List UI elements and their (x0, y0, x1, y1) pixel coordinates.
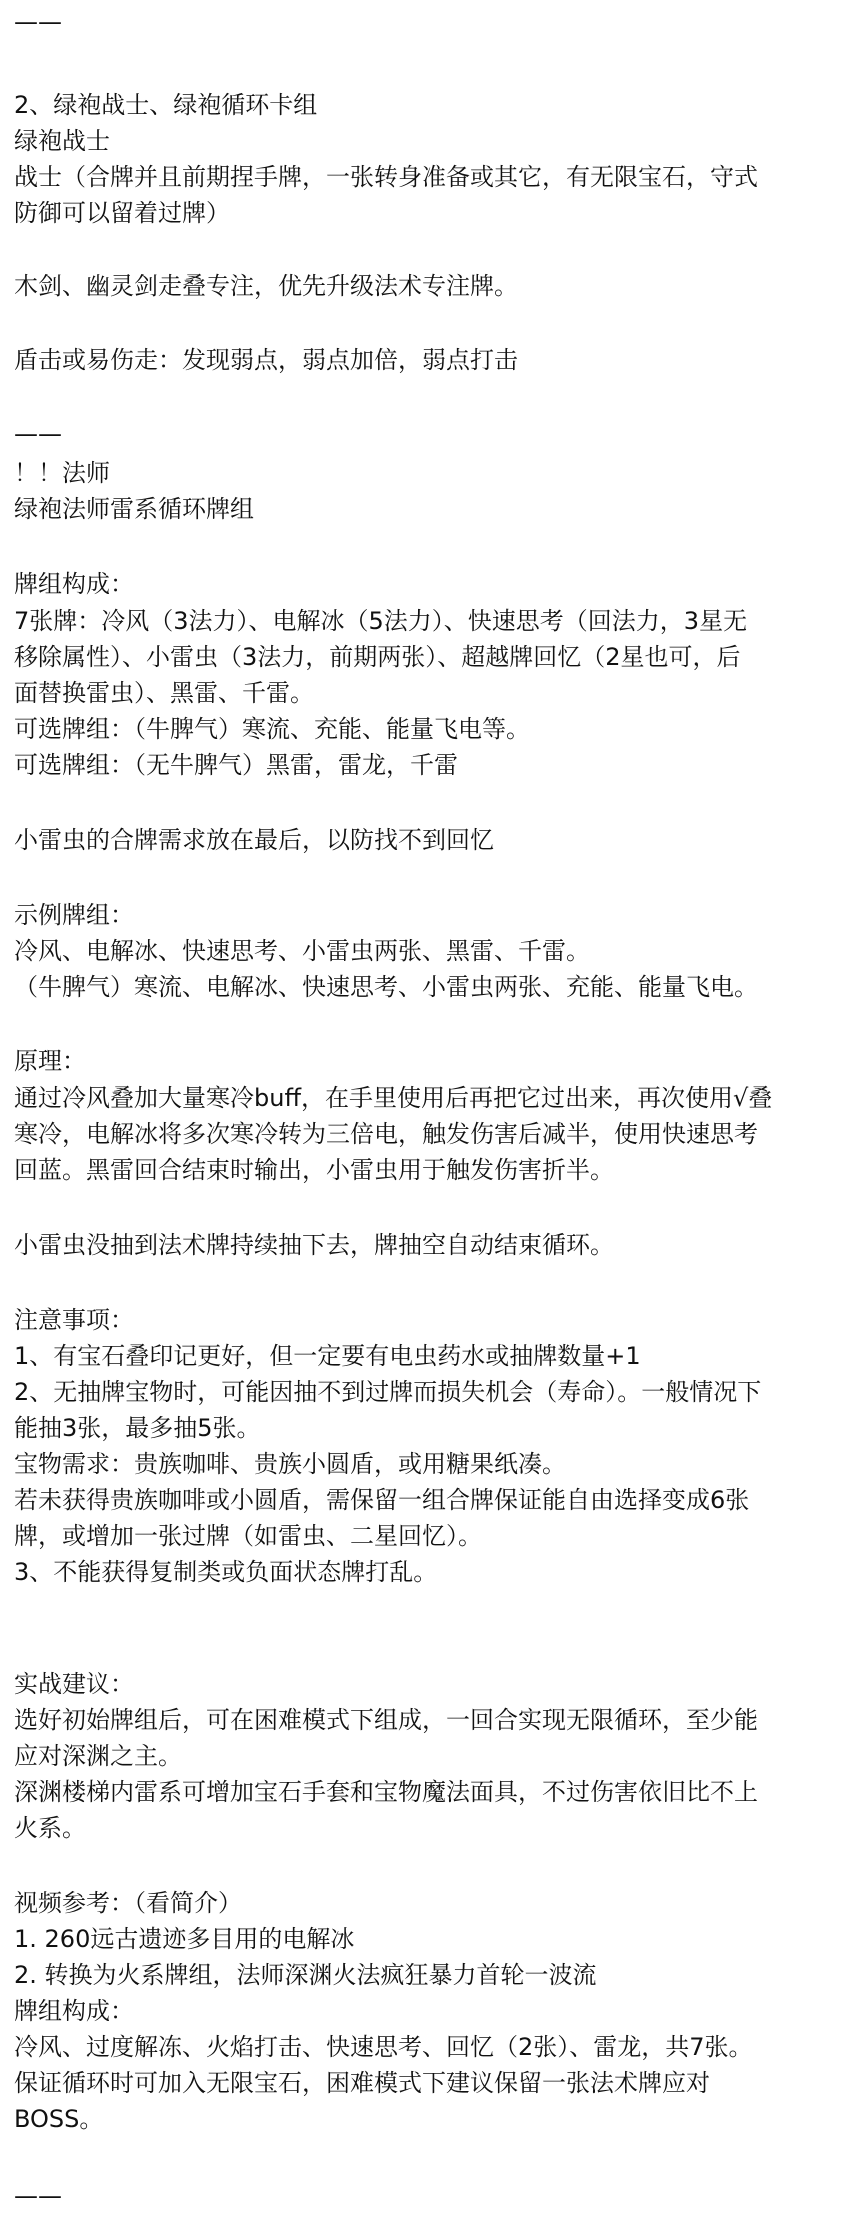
text-line: 冷风、过度解冻、火焰打击、快速思考、回忆（2张）、雷龙，共7张。 (14, 2033, 753, 2061)
text-line: 战士（合牌并且前期捏手牌，一张转身准备或其它，有无限宝石，守式 (14, 163, 758, 191)
text-line: 防御可以留着过牌） (14, 199, 230, 227)
text-line: 牌，或增加一张过牌（如雷虫、二星回忆）。 (14, 1522, 482, 1550)
text-line: 1、有宝石叠印记更好，但一定要有电虫药水或抽牌数量+1 (14, 1342, 641, 1370)
text-line: 7张牌：冷风（3法力）、电解冰（5法力）、快速思考（回法力，3星无 (14, 607, 748, 635)
text-line: 寒冷，电解冰将多次寒冷转为三倍电，触发伤害后减半，使用快速思考 (14, 1120, 758, 1148)
section-heading: 2、绿袍战士、绿袍循环卡组 (14, 91, 318, 119)
separator-line: —— (14, 2182, 62, 2210)
text-line: 能抽3张，最多抽5张。 (14, 1414, 261, 1442)
subsection-heading: 绿袍战士 (14, 127, 110, 155)
separator-line: —— (14, 8, 62, 36)
subsection-heading: 原理： (14, 1047, 86, 1075)
text-line: 3、不能获得复制类或负面状态牌打乱。 (14, 1558, 438, 1586)
subsection-heading: 牌组构成： (14, 1997, 134, 2025)
subsection-heading: 实战建议： (14, 1670, 134, 1698)
text-line: 选好初始牌组后，可在困难模式下组成，一回合实现无限循环，至少能 (14, 1706, 758, 1734)
text-line: 木剑、幽灵剑走叠专注，优先升级法术专注牌。 (14, 272, 518, 300)
text-line: 小雷虫没抽到法术牌持续抽下去，牌抽空自动结束循环。 (14, 1231, 614, 1259)
text-line: （牛脾气）寒流、电解冰、快速思考、小雷虫两张、充能、能量飞电。 (14, 973, 758, 1001)
text-line: 宝物需求：贵族咖啡、贵族小圆盾，或用糖果纸凑。 (14, 1450, 566, 1478)
text-line: 2、无抽牌宝物时，可能因抽不到过牌而损失机会（寿命）。一般情况下 (14, 1378, 762, 1406)
subsection-heading: 示例牌组： (14, 901, 134, 929)
subsection-heading: 注意事项： (14, 1306, 134, 1334)
text-line: 深渊楼梯内雷系可增加宝石手套和宝物魔法面具，不过伤害依旧比不上 (14, 1778, 758, 1806)
text-line: 小雷虫的合牌需求放在最后，以防找不到回忆 (14, 826, 494, 854)
text-line: 火系。 (14, 1814, 86, 1842)
subsection-heading: 绿袍法师雷系循环牌组 (14, 495, 254, 523)
text-line: 2. 转换为火系牌组，法师深渊火法疯狂暴力首轮一波流 (14, 1961, 597, 1989)
text-line: 若未获得贵族咖啡或小圆盾，需保留一组合牌保证能自由选择变成6张 (14, 1486, 750, 1514)
subsection-heading: 视频参考：（看简介） (14, 1889, 242, 1917)
text-line: 可选牌组：（无牛脾气）黑雷，雷龙，千雷 (14, 751, 458, 779)
text-line: 通过冷风叠加大量寒冷buff，在手里使用后再把它过出来，再次使用√叠 (14, 1084, 773, 1112)
text-line: 保证循环时可加入无限宝石，困难模式下建议保留一张法术牌应对 (14, 2069, 710, 2097)
text-line: 盾击或易伤走：发现弱点，弱点加倍，弱点打击 (14, 346, 518, 374)
text-line: 回蓝。黑雷回合结束时输出，小雷虫用于触发伤害折半。 (14, 1156, 614, 1184)
text-line: 面替换雷虫）、黑雷、千雷。 (14, 679, 314, 707)
text-line: 应对深渊之主。 (14, 1742, 182, 1770)
text-line: 移除属性）、小雷虫（3法力，前期两张）、超越牌回忆（2星也可，后 (14, 643, 741, 671)
text-line: 可选牌组：（牛脾气）寒流、充能、能量飞电等。 (14, 715, 530, 743)
section-heading: ！！法师 (14, 459, 110, 487)
text-line: BOSS。 (14, 2105, 104, 2133)
text-line: 1. 260远古遗迹多目用的电解冰 (14, 1925, 355, 1953)
text-line: 冷风、电解冰、快速思考、小雷虫两张、黑雷、千雷。 (14, 937, 590, 965)
separator-line: —— (14, 420, 62, 448)
subsection-heading: 牌组构成： (14, 570, 134, 598)
